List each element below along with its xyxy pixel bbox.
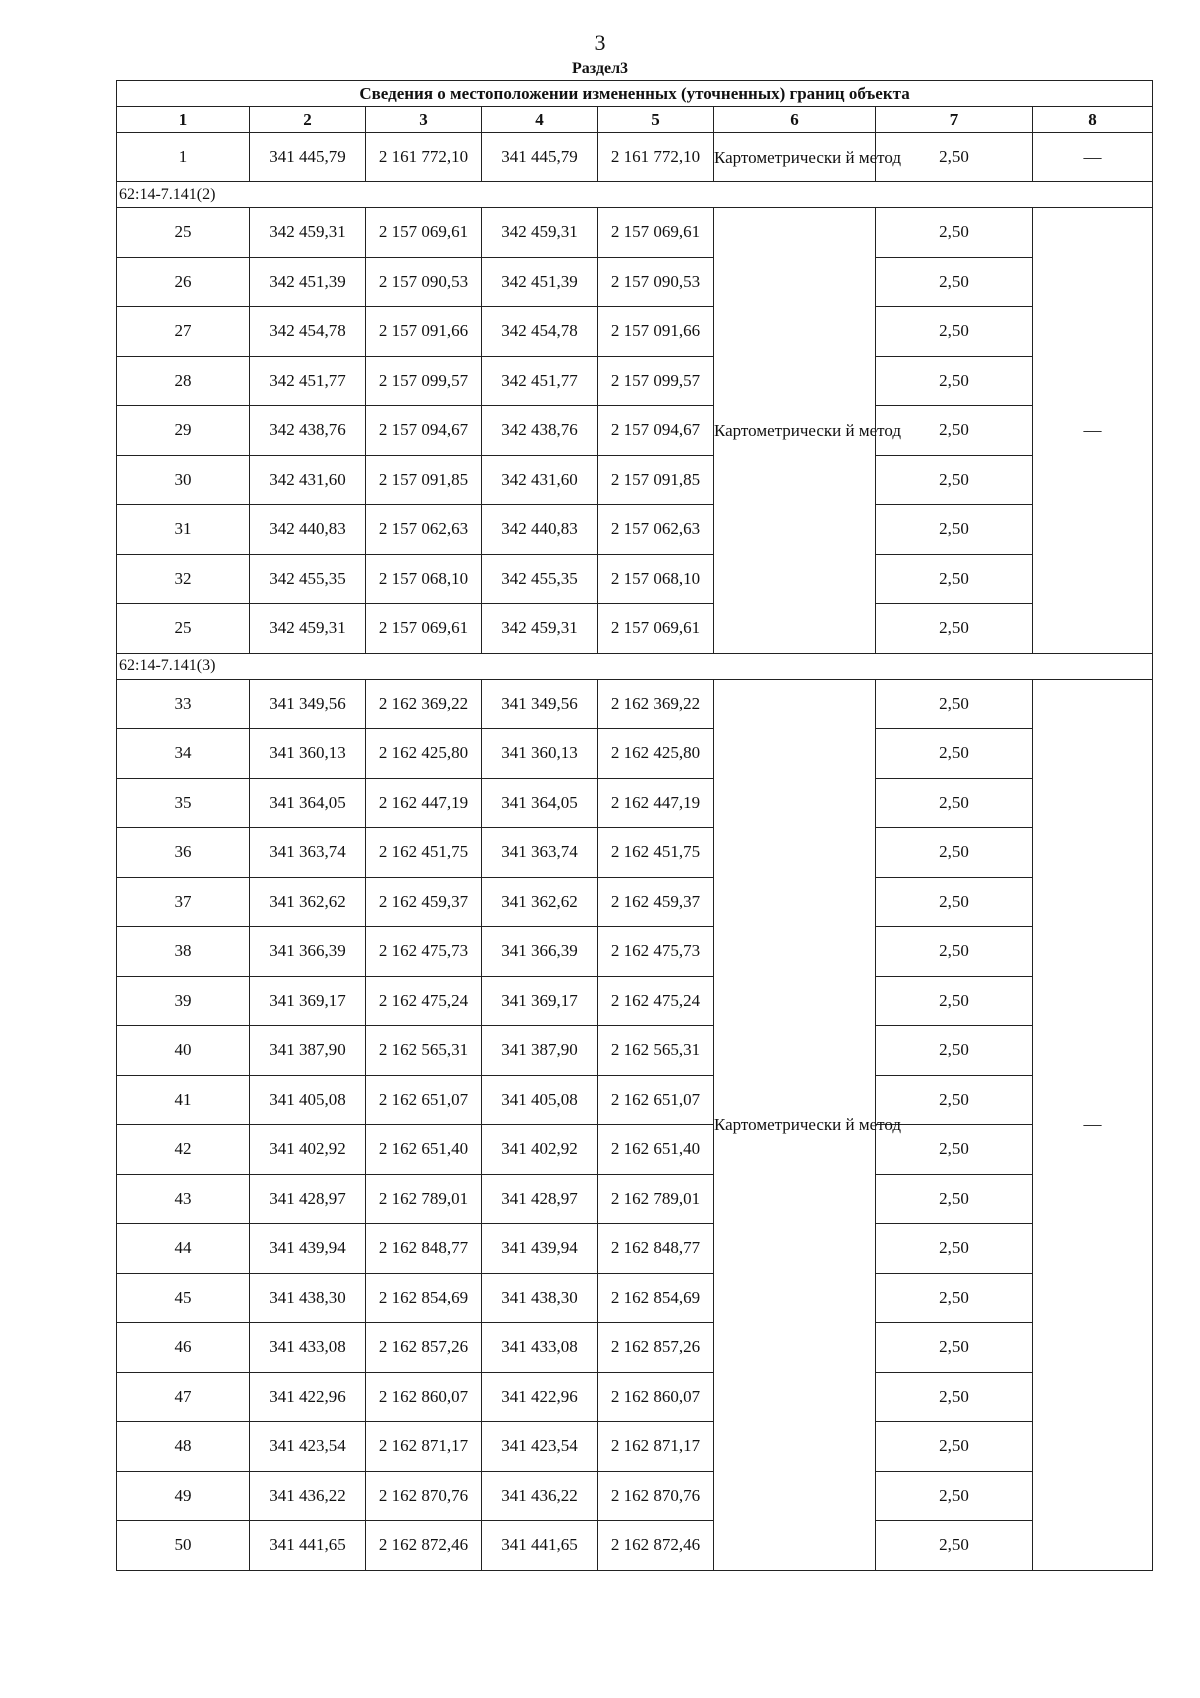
x-new-cell: 341 433,08	[482, 1323, 598, 1373]
accuracy-cell: 2,50	[876, 778, 1033, 828]
column-header: 1	[117, 107, 250, 133]
method-cell: Картометрически й метод	[714, 679, 876, 1570]
column-header-row	[117, 107, 1153, 133]
x-new-cell: 342 451,39	[482, 257, 598, 307]
table-row	[117, 356, 1153, 406]
y-old-cell: 2 162 447,19	[366, 778, 482, 828]
y-new-cell: 2 157 091,66	[598, 307, 714, 357]
point-number-cell: 36	[117, 828, 250, 878]
point-number-cell: 42	[117, 1125, 250, 1175]
y-new-cell: 2 157 094,67	[598, 406, 714, 456]
y-old-cell: 2 161 772,10	[366, 133, 482, 182]
x-old-cell: 342 431,60	[250, 455, 366, 505]
table-row	[117, 679, 1153, 729]
x-new-cell: 341 423,54	[482, 1422, 598, 1472]
col8-cell: —	[1033, 133, 1153, 182]
x-new-cell: 341 360,13	[482, 729, 598, 779]
y-new-cell: 2 162 369,22	[598, 679, 714, 729]
y-old-cell: 2 162 848,77	[366, 1224, 482, 1274]
y-new-cell: 2 162 789,01	[598, 1174, 714, 1224]
point-number-cell: 50	[117, 1521, 250, 1571]
accuracy-cell: 2,50	[876, 927, 1033, 977]
x-new-cell: 341 369,17	[482, 976, 598, 1026]
table-row	[117, 505, 1153, 555]
y-old-cell: 2 157 068,10	[366, 554, 482, 604]
x-old-cell: 341 364,05	[250, 778, 366, 828]
col8-cell: —	[1033, 208, 1153, 654]
x-old-cell: 341 363,74	[250, 828, 366, 878]
point-number-cell: 31	[117, 505, 250, 555]
x-new-cell: 341 363,74	[482, 828, 598, 878]
accuracy-cell: 2,50	[876, 1125, 1033, 1175]
y-old-cell: 2 162 425,80	[366, 729, 482, 779]
accuracy-cell: 2,50	[876, 679, 1033, 729]
point-number-cell: 39	[117, 976, 250, 1026]
y-new-cell: 2 162 459,37	[598, 877, 714, 927]
accuracy-cell: 2,50	[876, 455, 1033, 505]
method-cell: Картометрически й метод	[714, 208, 876, 654]
x-old-cell: 341 422,96	[250, 1372, 366, 1422]
x-old-cell: 341 387,90	[250, 1026, 366, 1076]
point-number-cell: 45	[117, 1273, 250, 1323]
y-new-cell: 2 162 565,31	[598, 1026, 714, 1076]
x-old-cell: 342 451,77	[250, 356, 366, 406]
y-old-cell: 2 157 069,61	[366, 208, 482, 258]
accuracy-cell: 2,50	[876, 1273, 1033, 1323]
accuracy-cell: 2,50	[876, 729, 1033, 779]
point-number-cell: 47	[117, 1372, 250, 1422]
table-row	[117, 1323, 1153, 1373]
x-new-cell: 341 405,08	[482, 1075, 598, 1125]
accuracy-cell: 2,50	[876, 356, 1033, 406]
y-new-cell: 2 162 651,07	[598, 1075, 714, 1125]
x-new-cell: 342 451,77	[482, 356, 598, 406]
y-new-cell: 2 157 099,57	[598, 356, 714, 406]
group-label: 62:14-7.141(3)	[117, 653, 1153, 679]
accuracy-cell: 2,50	[876, 976, 1033, 1026]
y-new-cell: 2 157 068,10	[598, 554, 714, 604]
point-number-cell: 32	[117, 554, 250, 604]
table-row	[117, 1521, 1153, 1571]
table-row	[117, 976, 1153, 1026]
x-old-cell: 342 451,39	[250, 257, 366, 307]
x-new-cell: 341 438,30	[482, 1273, 598, 1323]
y-old-cell: 2 157 090,53	[366, 257, 482, 307]
x-new-cell: 342 440,83	[482, 505, 598, 555]
x-old-cell: 341 441,65	[250, 1521, 366, 1571]
x-old-cell: 341 402,92	[250, 1125, 366, 1175]
y-new-cell: 2 162 857,26	[598, 1323, 714, 1373]
accuracy-cell: 2,50	[876, 406, 1033, 456]
x-old-cell: 342 438,76	[250, 406, 366, 456]
point-number-cell: 34	[117, 729, 250, 779]
accuracy-cell: 2,50	[876, 1026, 1033, 1076]
point-number-cell: 48	[117, 1422, 250, 1472]
group-label-row	[117, 182, 1153, 208]
page-number: 3	[594, 30, 606, 55]
table-row	[117, 554, 1153, 604]
group-label-row	[117, 653, 1153, 679]
table-row	[117, 729, 1153, 779]
point-number-cell: 41	[117, 1075, 250, 1125]
x-new-cell: 341 364,05	[482, 778, 598, 828]
method-cell: Картометрически й метод	[714, 133, 876, 182]
point-number-cell: 33	[117, 679, 250, 729]
y-old-cell: 2 157 091,85	[366, 455, 482, 505]
x-old-cell: 341 349,56	[250, 679, 366, 729]
point-number-cell: 44	[117, 1224, 250, 1274]
y-old-cell: 2 162 854,69	[366, 1273, 482, 1323]
y-old-cell: 2 162 870,76	[366, 1471, 482, 1521]
y-new-cell: 2 162 425,80	[598, 729, 714, 779]
x-old-cell: 341 433,08	[250, 1323, 366, 1373]
column-header: 5	[598, 107, 714, 133]
x-old-cell: 341 405,08	[250, 1075, 366, 1125]
accuracy-cell: 2,50	[876, 554, 1033, 604]
column-header: 4	[482, 107, 598, 133]
y-old-cell: 2 162 872,46	[366, 1521, 482, 1571]
x-old-cell: 342 455,35	[250, 554, 366, 604]
point-number-cell: 37	[117, 877, 250, 927]
point-number-cell: 25	[117, 208, 250, 258]
y-old-cell: 2 157 062,63	[366, 505, 482, 555]
point-number-cell: 49	[117, 1471, 250, 1521]
point-number-cell: 27	[117, 307, 250, 357]
point-number-cell: 38	[117, 927, 250, 977]
accuracy-cell: 2,50	[876, 1075, 1033, 1125]
table-row	[117, 1125, 1153, 1175]
x-old-cell: 342 459,31	[250, 604, 366, 654]
x-old-cell: 341 360,13	[250, 729, 366, 779]
table-row	[117, 1273, 1153, 1323]
x-new-cell: 341 441,65	[482, 1521, 598, 1571]
x-new-cell: 342 454,78	[482, 307, 598, 357]
x-new-cell: 342 459,31	[482, 604, 598, 654]
x-old-cell: 342 454,78	[250, 307, 366, 357]
accuracy-cell: 2,50	[876, 1422, 1033, 1472]
x-new-cell: 341 445,79	[482, 133, 598, 182]
y-old-cell: 2 162 871,17	[366, 1422, 482, 1472]
point-number-cell: 43	[117, 1174, 250, 1224]
y-new-cell: 2 162 871,17	[598, 1422, 714, 1472]
column-header: 8	[1033, 107, 1153, 133]
point-number-cell: 46	[117, 1323, 250, 1373]
table-row	[117, 1422, 1153, 1472]
accuracy-cell: 2,50	[876, 828, 1033, 878]
x-new-cell: 341 428,97	[482, 1174, 598, 1224]
table-row	[117, 604, 1153, 654]
column-header: 3	[366, 107, 482, 133]
y-new-cell: 2 162 870,76	[598, 1471, 714, 1521]
y-new-cell: 2 162 872,46	[598, 1521, 714, 1571]
point-number-cell: 26	[117, 257, 250, 307]
x-new-cell: 342 438,76	[482, 406, 598, 456]
point-number-cell: 35	[117, 778, 250, 828]
y-new-cell: 2 161 772,10	[598, 133, 714, 182]
y-new-cell: 2 157 069,61	[598, 208, 714, 258]
x-new-cell: 341 349,56	[482, 679, 598, 729]
point-number-cell: 40	[117, 1026, 250, 1076]
x-old-cell: 341 423,54	[250, 1422, 366, 1472]
accuracy-cell: 2,50	[876, 1471, 1033, 1521]
table-row	[117, 877, 1153, 927]
accuracy-cell: 2,50	[876, 505, 1033, 555]
y-new-cell: 2 157 062,63	[598, 505, 714, 555]
group-label: 62:14-7.141(2)	[117, 182, 1153, 208]
section-title: Раздел3	[571, 60, 629, 77]
y-old-cell: 2 162 475,24	[366, 976, 482, 1026]
point-number-cell: 29	[117, 406, 250, 456]
accuracy-cell: 2,50	[876, 1224, 1033, 1274]
y-old-cell: 2 162 789,01	[366, 1174, 482, 1224]
y-old-cell: 2 162 369,22	[366, 679, 482, 729]
col8-cell: —	[1033, 679, 1153, 1570]
table-row	[117, 1224, 1153, 1274]
column-header: 2	[250, 107, 366, 133]
table-row	[117, 1471, 1153, 1521]
x-old-cell: 341 445,79	[250, 133, 366, 182]
table-row	[117, 1026, 1153, 1076]
table-row	[117, 778, 1153, 828]
y-old-cell: 2 162 459,37	[366, 877, 482, 927]
x-new-cell: 341 362,62	[482, 877, 598, 927]
column-header: 6	[714, 107, 876, 133]
y-new-cell: 2 162 651,40	[598, 1125, 714, 1175]
x-old-cell: 341 438,30	[250, 1273, 366, 1323]
accuracy-cell: 2,50	[876, 133, 1033, 182]
y-old-cell: 2 157 069,61	[366, 604, 482, 654]
y-new-cell: 2 162 451,75	[598, 828, 714, 878]
point-number-cell: 30	[117, 455, 250, 505]
table-row	[117, 927, 1153, 977]
table-row	[117, 455, 1153, 505]
point-number-cell: 25	[117, 604, 250, 654]
x-old-cell: 341 428,97	[250, 1174, 366, 1224]
y-old-cell: 2 157 099,57	[366, 356, 482, 406]
accuracy-cell: 2,50	[876, 1372, 1033, 1422]
table-row	[117, 1372, 1153, 1422]
accuracy-cell: 2,50	[876, 877, 1033, 927]
x-new-cell: 341 387,90	[482, 1026, 598, 1076]
table-row	[117, 133, 1153, 182]
point-number-cell: 1	[117, 133, 250, 182]
table-row	[117, 257, 1153, 307]
y-new-cell: 2 162 447,19	[598, 778, 714, 828]
x-new-cell: 341 439,94	[482, 1224, 598, 1274]
y-old-cell: 2 162 475,73	[366, 927, 482, 977]
x-old-cell: 342 440,83	[250, 505, 366, 555]
x-new-cell: 341 366,39	[482, 927, 598, 977]
table-row	[117, 406, 1153, 456]
accuracy-cell: 2,50	[876, 1521, 1033, 1571]
table-caption: Сведения о местоположении измененных (уточненных) границ объекта	[117, 81, 1153, 107]
accuracy-cell: 2,50	[876, 1174, 1033, 1224]
x-old-cell: 342 459,31	[250, 208, 366, 258]
y-old-cell: 2 162 651,07	[366, 1075, 482, 1125]
accuracy-cell: 2,50	[876, 208, 1033, 258]
y-new-cell: 2 157 069,61	[598, 604, 714, 654]
accuracy-cell: 2,50	[876, 257, 1033, 307]
accuracy-cell: 2,50	[876, 1323, 1033, 1373]
x-old-cell: 341 439,94	[250, 1224, 366, 1274]
x-new-cell: 342 455,35	[482, 554, 598, 604]
y-new-cell: 2 162 854,69	[598, 1273, 714, 1323]
accuracy-cell: 2,50	[876, 307, 1033, 357]
y-new-cell: 2 162 848,77	[598, 1224, 714, 1274]
x-old-cell: 341 366,39	[250, 927, 366, 977]
y-old-cell: 2 157 094,67	[366, 406, 482, 456]
y-old-cell: 2 162 651,40	[366, 1125, 482, 1175]
y-new-cell: 2 157 091,85	[598, 455, 714, 505]
y-old-cell: 2 162 565,31	[366, 1026, 482, 1076]
x-new-cell: 341 402,92	[482, 1125, 598, 1175]
table-row	[117, 1174, 1153, 1224]
table-row	[117, 828, 1153, 878]
column-header: 7	[876, 107, 1033, 133]
y-new-cell: 2 162 475,73	[598, 927, 714, 977]
y-old-cell: 2 157 091,66	[366, 307, 482, 357]
table-body	[117, 133, 1153, 1571]
point-number-cell: 28	[117, 356, 250, 406]
y-new-cell: 2 162 475,24	[598, 976, 714, 1026]
table-row	[117, 1075, 1153, 1125]
accuracy-cell: 2,50	[876, 604, 1033, 654]
coordinates-table	[116, 80, 1153, 1571]
table-row	[117, 307, 1153, 357]
table-row	[117, 208, 1153, 258]
y-new-cell: 2 162 860,07	[598, 1372, 714, 1422]
y-old-cell: 2 162 451,75	[366, 828, 482, 878]
x-old-cell: 341 362,62	[250, 877, 366, 927]
x-old-cell: 341 369,17	[250, 976, 366, 1026]
y-new-cell: 2 157 090,53	[598, 257, 714, 307]
y-old-cell: 2 162 860,07	[366, 1372, 482, 1422]
x-new-cell: 341 436,22	[482, 1471, 598, 1521]
x-new-cell: 342 431,60	[482, 455, 598, 505]
x-old-cell: 341 436,22	[250, 1471, 366, 1521]
x-new-cell: 342 459,31	[482, 208, 598, 258]
x-new-cell: 341 422,96	[482, 1372, 598, 1422]
y-old-cell: 2 162 857,26	[366, 1323, 482, 1373]
